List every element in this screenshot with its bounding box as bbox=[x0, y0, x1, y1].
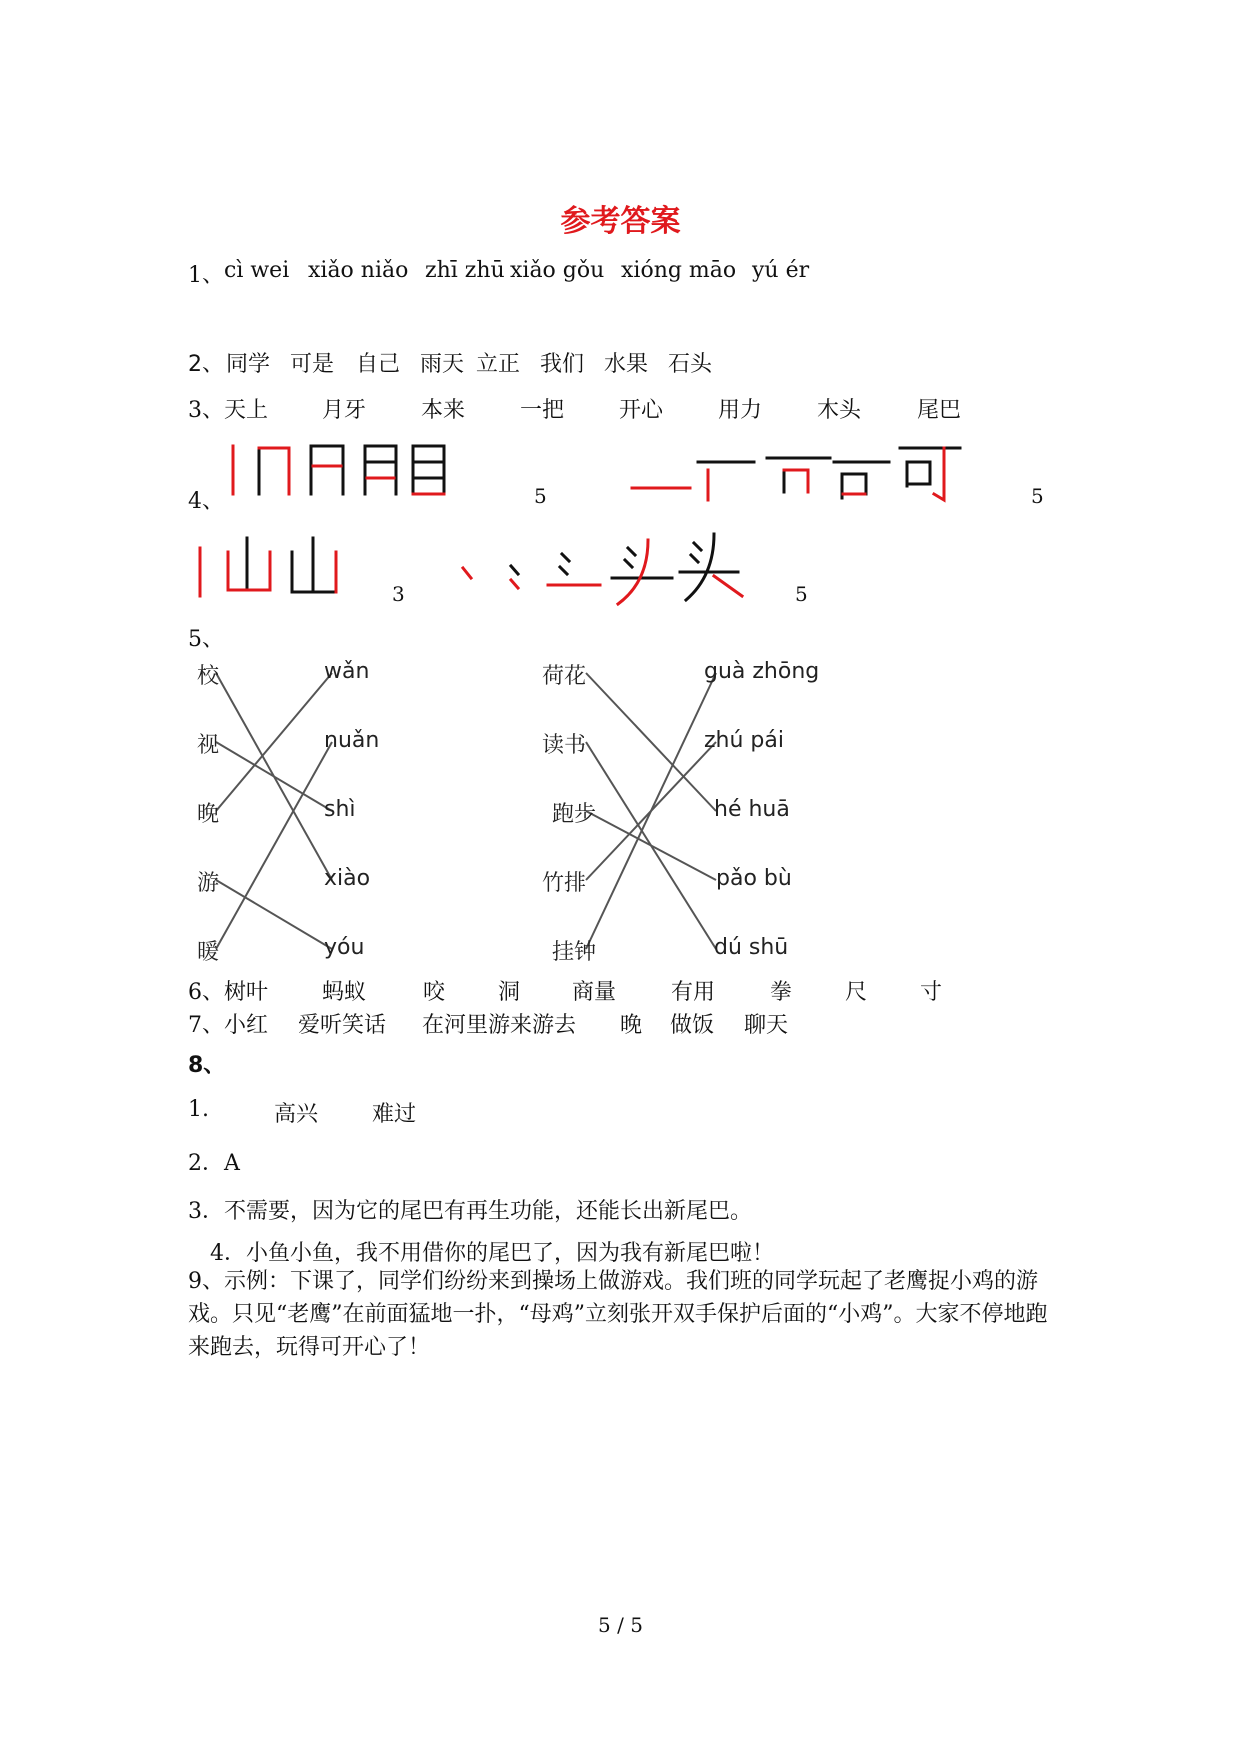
q1-answer: xiǎo gǒu bbox=[510, 258, 605, 283]
q8-answer-4: 4．小鱼小鱼，我不用借你的尾巴了，因为我有新尾巴啦！ bbox=[210, 1241, 774, 1266]
match-word: 暖 bbox=[197, 940, 220, 965]
q7-answer: 爱听笑话 bbox=[298, 1013, 387, 1038]
q2-answer: 石头 bbox=[668, 352, 713, 377]
q8-sub-number: 1. bbox=[188, 1097, 209, 1122]
stroke-count: 5 bbox=[795, 582, 808, 606]
q6-answer: 咬 bbox=[423, 980, 446, 1005]
match-word: 挂钟 bbox=[552, 940, 597, 965]
match-pinyin: hé huā bbox=[714, 797, 790, 822]
match-pinyin: yóu bbox=[324, 935, 365, 960]
q6-answer: 寸 bbox=[920, 980, 943, 1005]
match-pinyin: dú shū bbox=[714, 935, 789, 960]
q7-answer: 做饭 bbox=[670, 1013, 715, 1038]
q2-answer: 同学 bbox=[226, 352, 271, 377]
q3-answer: 一把 bbox=[520, 398, 565, 423]
match-line bbox=[216, 742, 332, 811]
q1-answer: zhī zhū bbox=[425, 258, 505, 283]
q6-answer: 蚂蚁 bbox=[322, 980, 367, 1005]
q2-answer: 可是 bbox=[290, 352, 335, 377]
q7-answer: 聊天 bbox=[744, 1013, 789, 1038]
q8-answer: 难过 bbox=[372, 1102, 417, 1127]
q3-answer: 尾巴 bbox=[917, 398, 962, 423]
q2-answer: 立正 bbox=[476, 352, 521, 377]
q2-answer: 我们 bbox=[540, 352, 585, 377]
match-pinyin: nuǎn bbox=[324, 728, 380, 753]
match-pinyin: wǎn bbox=[324, 659, 370, 684]
match-line bbox=[216, 673, 332, 811]
q1-number: 1、 bbox=[188, 263, 224, 288]
q8-answer-2: 2．A bbox=[188, 1151, 240, 1176]
match-pinyin: guà zhōng bbox=[704, 659, 820, 684]
q7-number: 7、 bbox=[188, 1013, 224, 1038]
match-word: 校 bbox=[197, 664, 220, 689]
q7-answer: 在河里游来游去 bbox=[422, 1013, 577, 1038]
match-line bbox=[586, 673, 716, 811]
q1-answer: yú ér bbox=[752, 258, 810, 283]
q1-answer: xiǎo niǎo bbox=[308, 258, 409, 283]
match-line bbox=[216, 880, 332, 949]
match-line bbox=[216, 742, 332, 949]
stroke-count: 5 bbox=[534, 484, 547, 508]
q2-answer: 雨天 bbox=[420, 352, 465, 377]
match-word: 游 bbox=[197, 871, 220, 896]
q3-answer: 月牙 bbox=[322, 398, 367, 423]
q3-answer: 木头 bbox=[817, 398, 862, 423]
q6-answer: 有用 bbox=[671, 980, 716, 1005]
q7-answer: 小红 bbox=[224, 1013, 269, 1038]
q7-answer: 晚 bbox=[620, 1013, 643, 1038]
q1-answer: xióng māo bbox=[621, 258, 737, 283]
stroke-count: 3 bbox=[392, 582, 405, 606]
q6-number: 6、 bbox=[188, 980, 224, 1005]
match-word: 竹排 bbox=[542, 871, 587, 896]
q3-answer: 天上 bbox=[224, 398, 269, 423]
match-line bbox=[586, 811, 716, 880]
q2-answer: 自己 bbox=[356, 352, 401, 377]
q3-answer: 开心 bbox=[619, 398, 664, 423]
q1-answer: cì wei bbox=[224, 258, 290, 283]
q5-number: 5、 bbox=[188, 627, 224, 652]
q6-answer: 商量 bbox=[572, 980, 617, 1005]
q2-number: 2、 bbox=[188, 352, 224, 377]
q9-paragraph: 9、示例：下课了，同学们纷纷来到操场上做游戏。我们班的同学玩起了老鹰捉小鸡的游戏。只见“老鹰”在前面猛地一扑，“母鸡”立刻张开双手保护后面的“小鸡”。大家不停地跑来跑去，玩得可开心了！ bbox=[188, 1269, 1048, 1360]
q8-answer-3: 3．不需要，因为它的尾巴有再生功能，还能长出新尾巴。 bbox=[188, 1199, 752, 1224]
match-word: 荷花 bbox=[542, 664, 587, 689]
page-title: 参考答案 bbox=[560, 204, 681, 239]
q2-answer: 水果 bbox=[604, 352, 649, 377]
match-pinyin: xiào bbox=[324, 866, 371, 891]
match-word: 晚 bbox=[197, 802, 220, 827]
page-number: 5 / 5 bbox=[598, 1613, 643, 1637]
match-pinyin: zhú pái bbox=[704, 728, 784, 753]
match-word: 读书 bbox=[542, 733, 587, 758]
stroke-count: 5 bbox=[1031, 484, 1044, 508]
q3-number: 3、 bbox=[188, 398, 224, 423]
q6-answer: 拳 bbox=[770, 980, 793, 1005]
match-word: 跑步 bbox=[552, 802, 597, 827]
q6-answer: 树叶 bbox=[224, 980, 269, 1005]
match-pinyin: pǎo bù bbox=[716, 866, 792, 891]
match-line bbox=[586, 673, 716, 949]
q3-answer: 用力 bbox=[718, 398, 763, 423]
q8-answer: 高兴 bbox=[274, 1102, 319, 1127]
q4-number: 4、 bbox=[188, 489, 224, 514]
q6-answer: 洞 bbox=[498, 980, 521, 1005]
q6-answer: 尺 bbox=[845, 980, 868, 1005]
match-pinyin: shì bbox=[324, 797, 356, 822]
match-word: 视 bbox=[197, 733, 220, 758]
q3-answer: 本来 bbox=[421, 398, 466, 423]
q8-number: 8、 bbox=[188, 1053, 226, 1078]
